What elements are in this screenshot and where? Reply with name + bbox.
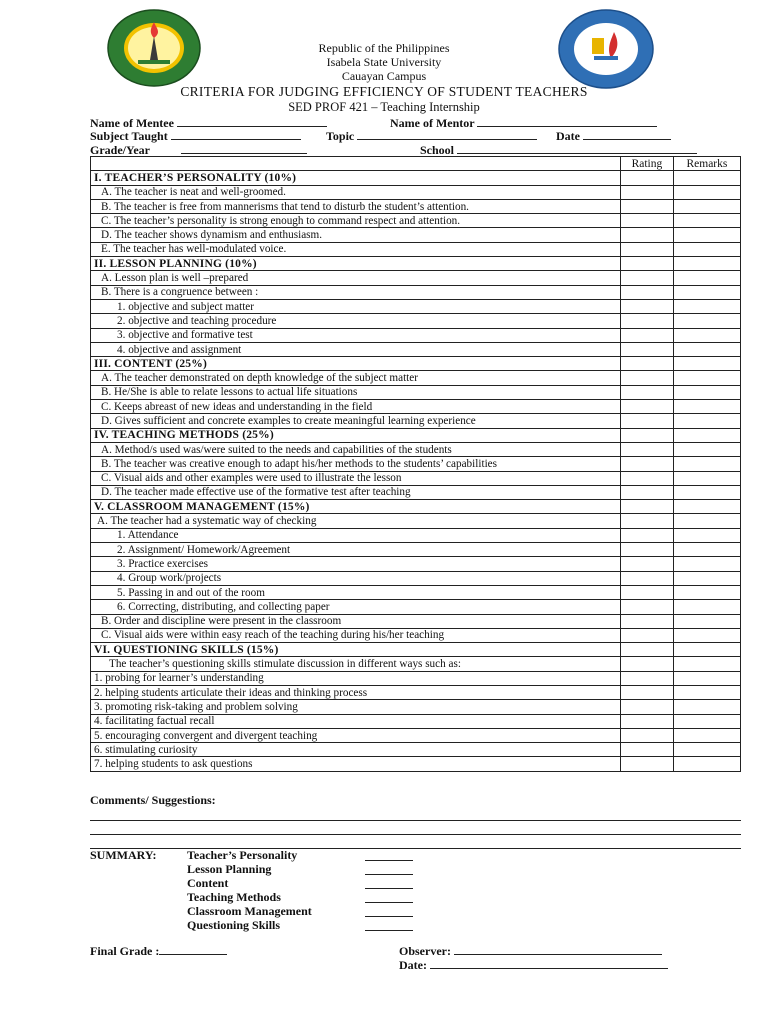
remarks-cell[interactable] (673, 600, 740, 614)
rating-cell[interactable] (621, 342, 674, 356)
remarks-cell[interactable] (673, 571, 740, 585)
criterion: A. The teacher had a systematic way of checking (91, 514, 621, 528)
criterion: The teacher’s questioning skills stimulate discussion in different ways such as: (91, 657, 621, 671)
criterion: 1. Attendance (91, 528, 621, 542)
summary-blank[interactable] (365, 860, 413, 861)
rating-cell[interactable] (621, 314, 674, 328)
remarks-header: Remarks (673, 157, 740, 171)
section-personality: I. TEACHER’S PERSONALITY (10%) (91, 171, 621, 185)
remarks-cell[interactable] (673, 199, 740, 213)
comment-line[interactable] (90, 834, 741, 835)
rating-cell[interactable] (621, 728, 674, 742)
summary-item-classroom-management: Classroom Management (187, 904, 312, 918)
criterion: A. Lesson plan is well –prepared (91, 271, 621, 285)
rating-cell[interactable] (621, 614, 674, 628)
remarks-cell[interactable] (673, 685, 740, 699)
remarks-cell[interactable] (673, 214, 740, 228)
criterion: 4. facilitating factual recall (91, 714, 621, 728)
header-blank-cell (91, 157, 621, 171)
summary-label: SUMMARY: (90, 848, 157, 862)
remarks-cell[interactable] (673, 385, 740, 399)
rating-cell[interactable] (621, 214, 674, 228)
summary-item-teaching-methods: Teaching Methods (187, 890, 281, 904)
rating-cell[interactable] (621, 757, 674, 771)
subject-label: Subject Taught (90, 129, 301, 144)
rating-cell[interactable] (621, 714, 674, 728)
criterion: C. Visual aids were within easy reach of the teaching during his/her teaching (91, 628, 621, 642)
rating-cell[interactable] (621, 528, 674, 542)
rating-cell[interactable] (621, 299, 674, 313)
remarks-cell[interactable] (673, 299, 740, 313)
criterion: 1. probing for learner’s understanding (91, 671, 621, 685)
course-line: SED PROF 421 – Teaching Internship (288, 100, 480, 114)
rating-cell[interactable] (621, 485, 674, 499)
summary-item-lesson-planning: Lesson Planning (187, 862, 272, 876)
criterion: A. The teacher is neat and well-groomed. (91, 185, 621, 199)
rating-cell[interactable] (621, 543, 674, 557)
remarks-cell[interactable] (673, 557, 740, 571)
rating-cell[interactable] (621, 585, 674, 599)
section-classroom-management: V. CLASSROOM MANAGEMENT (15%) (91, 500, 621, 514)
remarks-cell[interactable] (673, 314, 740, 328)
remarks-cell[interactable] (673, 342, 740, 356)
summary-item-questioning-skills: Questioning Skills (187, 918, 281, 932)
criterion: 3. objective and formative test (91, 328, 621, 342)
criterion: C. The teacher’s personality is strong enough to command respect and attention. (91, 214, 621, 228)
criterion: D. The teacher shows dynamism and enthusiasm. (91, 228, 621, 242)
rating-cell[interactable] (621, 271, 674, 285)
final-grade-label: Final Grade : (90, 944, 227, 959)
remarks-cell[interactable] (673, 757, 740, 771)
rating-cell[interactable] (621, 400, 674, 414)
comments-label: Comments/ Suggestions: (90, 793, 216, 807)
criterion: D. Gives sufficient and concrete examples to create meaningful learning experience (91, 414, 621, 428)
section-teaching-methods: IV. TEACHING METHODS (25%) (91, 428, 621, 442)
criterion: 4. Group work/projects (91, 571, 621, 585)
rating-cell[interactable] (621, 228, 674, 242)
criterion: 3. Practice exercises (91, 557, 621, 571)
criterion: A. The teacher demonstrated on depth knowledge of the subject matter (91, 371, 621, 385)
criterion: C. Keeps abreast of new ideas and understanding in the field (91, 400, 621, 414)
rating-cell[interactable] (621, 242, 674, 256)
remarks-cell[interactable] (673, 442, 740, 456)
mentee-label: Name of Mentee (90, 116, 327, 131)
remarks-cell[interactable] (673, 528, 740, 542)
rating-cell[interactable] (621, 414, 674, 428)
summary-blank[interactable] (365, 930, 413, 931)
rating-cell[interactable] (621, 571, 674, 585)
criterion: 3. promoting risk-taking and problem solving (91, 700, 621, 714)
remarks-cell[interactable] (673, 614, 740, 628)
remarks-cell[interactable] (673, 585, 740, 599)
criterion: E. The teacher has well-modulated voice. (91, 242, 621, 256)
university-line: Isabela State University (326, 55, 442, 69)
section-content: III. CONTENT (25%) (91, 357, 621, 371)
criterion: B. The teacher is free from mannerisms that tend to disturb the student’s attention. (91, 199, 621, 213)
rating-cell[interactable] (621, 199, 674, 213)
criterion: D. The teacher made effective use of the formative test after teaching (91, 485, 621, 499)
form-title: CRITERIA FOR JUDGING EFFICIENCY OF STUDENT TEACHERS (180, 84, 588, 99)
rating-cell[interactable] (621, 371, 674, 385)
remarks-cell[interactable] (673, 328, 740, 342)
remarks-cell[interactable] (673, 728, 740, 742)
date-label: Date (556, 129, 671, 144)
mentor-label: Name of Mentor (390, 116, 657, 131)
rating-cell[interactable] (621, 628, 674, 642)
criterion: B. He/She is able to relate lessons to actual life situations (91, 385, 621, 399)
rating-cell[interactable] (621, 743, 674, 757)
rating-cell[interactable] (621, 685, 674, 699)
rating-cell[interactable] (621, 328, 674, 342)
rating-cell[interactable] (621, 471, 674, 485)
rating-cell[interactable] (621, 600, 674, 614)
criterion: C. Visual aids and other examples were used to illustrate the lesson (91, 471, 621, 485)
remarks-cell[interactable] (673, 543, 740, 557)
remarks-cell[interactable] (673, 457, 740, 471)
section-lesson-planning: II. LESSON PLANNING (10%) (91, 257, 621, 271)
remarks-cell[interactable] (673, 414, 740, 428)
summary-blank[interactable] (365, 902, 413, 903)
remarks-cell[interactable] (673, 271, 740, 285)
criterion: A. Method/s used was/were suited to the needs and capabilities of the students (91, 442, 621, 456)
rating-cell[interactable] (621, 185, 674, 199)
rating-cell[interactable] (621, 700, 674, 714)
rating-cell[interactable] (621, 557, 674, 571)
remarks-cell[interactable] (673, 671, 740, 685)
remarks-cell[interactable] (673, 714, 740, 728)
campus-line: Cauayan Campus (341, 69, 427, 83)
rating-cell[interactable] (621, 385, 674, 399)
date-signature-label: Date: (399, 958, 668, 973)
remarks-cell[interactable] (673, 400, 740, 414)
republic-line: Republic of the Philippines (318, 41, 450, 55)
remarks-cell[interactable] (673, 628, 740, 642)
criterion: B. There is a congruence between : (91, 285, 621, 299)
criterion: B. Order and discipline were present in the classroom (91, 614, 621, 628)
remarks-cell[interactable] (673, 242, 740, 256)
criterion: 7. helping students to ask questions (91, 757, 621, 771)
school-label: School (420, 143, 697, 158)
rating-cell[interactable] (621, 457, 674, 471)
criterion: 1. objective and subject matter (91, 299, 621, 313)
rating-cell[interactable] (621, 671, 674, 685)
criterion: 5. Passing in and out of the room (91, 585, 621, 599)
summary-item-content: Content (187, 876, 229, 890)
remarks-cell[interactable] (673, 743, 740, 757)
criterion: 6. Correcting, distributing, and collecting paper (91, 600, 621, 614)
summary-blank[interactable] (365, 874, 413, 875)
criterion: 2. objective and teaching procedure (91, 314, 621, 328)
remarks-cell[interactable] (673, 485, 740, 499)
remarks-cell[interactable] (673, 471, 740, 485)
rating-header: Rating (621, 157, 674, 171)
criteria-table (90, 156, 741, 772)
criterion: 5. encouraging convergent and divergent teaching (91, 728, 621, 742)
section-questioning-skills: VI. QUESTIONING SKILLS (15%) (91, 643, 621, 657)
topic-label: Topic (326, 129, 537, 144)
summary-item-personality: Teacher’s Personality (187, 848, 298, 862)
comment-line[interactable] (90, 820, 741, 821)
rating-cell[interactable] (621, 442, 674, 456)
criterion: B. The teacher was creative enough to adapt his/her methods to the students’ capabilities (91, 457, 621, 471)
remarks-cell[interactable] (673, 371, 740, 385)
criterion: 4. objective and assignment (91, 342, 621, 356)
summary-blank[interactable] (365, 916, 413, 917)
criterion: 2. helping students articulate their ideas and thinking process (91, 685, 621, 699)
remarks-cell[interactable] (673, 700, 740, 714)
observer-label: Observer: (399, 944, 662, 959)
remarks-cell[interactable] (673, 185, 740, 199)
remarks-cell[interactable] (673, 228, 740, 242)
summary-blank[interactable] (365, 888, 413, 889)
criterion: 2. Assignment/ Homework/Agreement (91, 543, 621, 557)
grade-label: Grade/Year (90, 143, 307, 158)
criterion: 6. stimulating curiosity (91, 743, 621, 757)
